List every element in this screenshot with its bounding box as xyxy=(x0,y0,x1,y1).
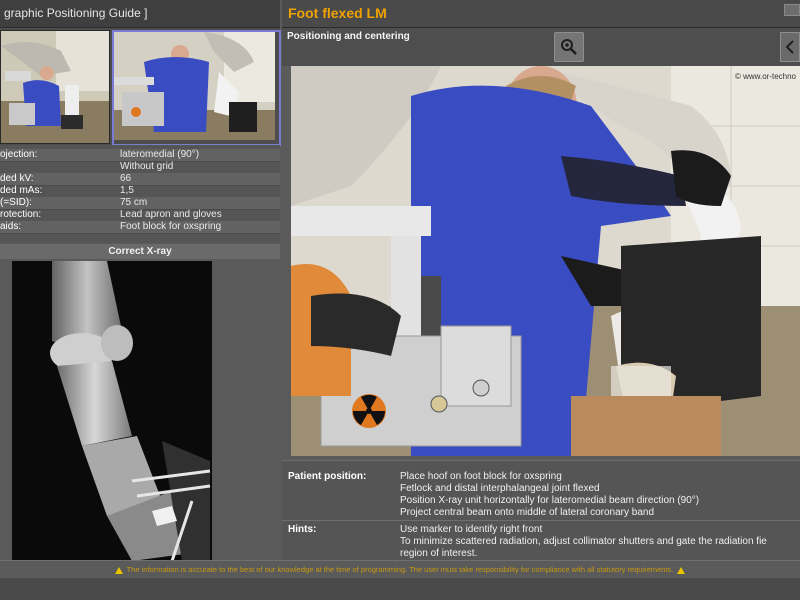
info-value: Lead apron and gloves xyxy=(120,209,222,220)
xray-image[interactable] xyxy=(12,261,212,561)
positioning-photo[interactable] xyxy=(291,66,800,456)
thumbnail-overview[interactable] xyxy=(0,30,110,144)
zoom-button[interactable] xyxy=(554,32,584,62)
positioning-label: Positioning and centering xyxy=(287,31,410,42)
patient-position-line: Fetlock and distal interphalangeal joint flexed xyxy=(400,483,600,494)
hint-line: region of interest. xyxy=(400,548,478,559)
info-row xyxy=(0,221,280,234)
disclaimer-bar xyxy=(0,560,800,578)
positioning-header xyxy=(282,28,800,66)
disclaimer-text: The information is accurate to the best of our knowledge at the time of programming. The user must take responsibility for compliance with all statutory requirements. xyxy=(126,565,674,574)
exposure-settings-table xyxy=(0,145,280,243)
info-row xyxy=(0,161,280,174)
thumbnail-selected[interactable] xyxy=(112,30,281,146)
hint-line: To minimize scattered radiation, adjust collimator shutters and gate the radiation fie xyxy=(400,536,767,547)
instructions-panel xyxy=(282,460,800,560)
patient-position-label: Patient position: xyxy=(288,471,367,482)
nav-prev-button[interactable] xyxy=(780,32,800,62)
info-row xyxy=(0,173,280,186)
divider xyxy=(282,520,800,521)
xray-heading: Correct X-ray xyxy=(0,245,280,259)
info-value: 1,5 xyxy=(120,185,134,196)
patient-position-line: Position X-ray unit horizontally for lateromedial beam direction (90°) xyxy=(400,495,700,506)
xray-panel xyxy=(0,244,280,560)
info-row xyxy=(0,209,280,222)
info-value: Without grid xyxy=(120,161,174,172)
patient-position-line: Project central beam onto middle of lateral coronary band xyxy=(400,507,655,518)
window-control-button[interactable] xyxy=(784,4,800,16)
photo-copyright: © www.or-techno xyxy=(734,72,796,81)
hint-line: Use marker to identify right front xyxy=(400,524,543,535)
info-row xyxy=(0,185,280,198)
info-key: rotection: xyxy=(0,209,42,220)
info-value: Foot block for oxspring xyxy=(120,221,222,232)
info-key: ded mAs: xyxy=(0,185,43,196)
warning-icon xyxy=(677,567,685,574)
patient-position-line: Place hoof on foot block for oxspring xyxy=(400,471,562,482)
hints-label: Hints: xyxy=(288,524,317,535)
info-row xyxy=(0,197,280,210)
info-row xyxy=(0,149,280,162)
chevron-left-icon xyxy=(781,33,799,61)
view-title-bar xyxy=(282,0,800,28)
guide-title: graphic Positioning Guide ] xyxy=(4,6,148,20)
info-key: ded kV: xyxy=(0,173,34,184)
status-strip xyxy=(0,578,800,600)
info-key: (=SID): xyxy=(0,197,32,208)
info-value: 66 xyxy=(120,173,132,184)
warning-icon xyxy=(115,567,123,574)
guide-title-bar xyxy=(0,0,280,28)
view-title: Foot flexed LM xyxy=(288,5,387,21)
info-value: 75 cm xyxy=(120,197,148,208)
info-value: lateromedial (90°) xyxy=(120,149,200,160)
info-key: aids: xyxy=(0,221,22,232)
info-key: ojection: xyxy=(0,149,38,160)
thumbnail-strip xyxy=(0,28,280,145)
zoom-icon xyxy=(560,38,578,56)
